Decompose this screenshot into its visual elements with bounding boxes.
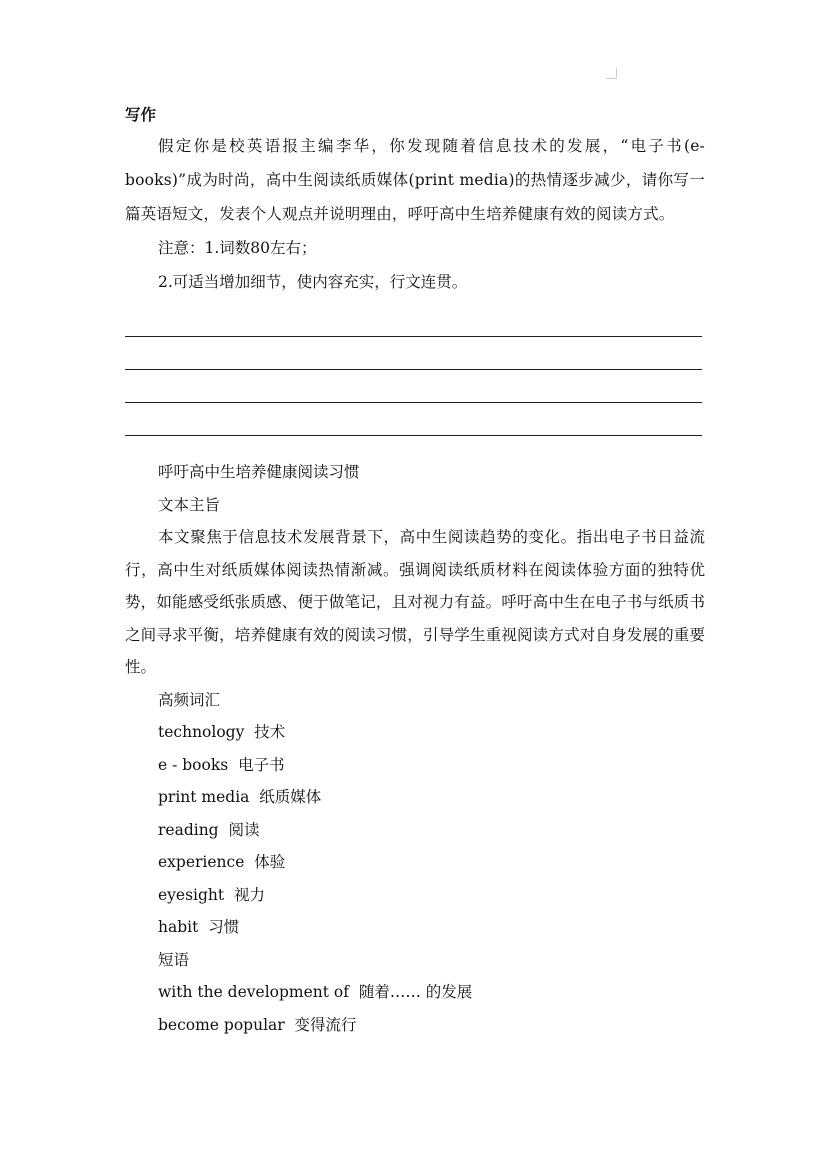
vocab-zh: 技术 [254,723,286,741]
gist-heading: 文本主旨 [158,495,221,514]
vocab-item [125,781,705,814]
vocab-item [125,846,705,879]
section-title: 写作 [125,105,157,124]
topic-heading: 呼吁高中生培养健康阅读习惯 [158,463,360,481]
answer-line[interactable] [125,403,702,436]
phrase-zh: 变得流行 [294,1015,357,1034]
phrase-item [125,1009,705,1042]
phrase-item [125,976,705,1009]
vocab-zh: 体验 [254,853,286,871]
vocab-item [125,749,705,782]
vocab-zh: 阅读 [228,820,260,839]
vocab-item [125,911,705,944]
vocab-heading: 高频词汇 [158,690,221,709]
vocab-en: habit [158,918,199,936]
vocab-en: technology [158,723,245,741]
answer-line[interactable] [125,304,702,337]
vocab-item [125,879,705,912]
page-corner-mark [606,68,617,79]
vocab-zh: 视力 [234,885,266,904]
vocab-en: eyesight [158,885,225,904]
vocab-en: reading [158,820,219,839]
answer-line[interactable] [125,337,702,370]
note-line-1: 注意：1.词数80左右； [158,239,317,257]
writing-task [125,101,705,436]
vocab-zh: 纸质媒体 [259,788,322,806]
answer-line[interactable] [125,370,702,403]
phrase-zh: 随着…… 的发展 [358,983,473,1001]
answer-lines [125,304,705,436]
vocab-item [125,814,705,847]
vocab-en: e - books [158,755,229,774]
vocab-en: print media [158,788,250,806]
gist-text: 本文聚焦于信息技术发展背景下，高中生阅读趋势的变化。指出电子书日益流行，高中生对纸质媒体阅读热情渐减。强调阅读纸质材料在阅读体验方面的独特优势，如能感受纸张质感、便于做笔记，且对视力有益。呼吁高中生在电子书与纸质书之间寻求平衡，培养健康有效的阅读习惯，引导学生重视阅读方式对自身发展的重要性。 [125,528,705,676]
writing-prompt: 假定你是校英语报主编李华，你发现随着信息技术的发展，“电子书(e-books)”成为时尚，高中生阅读纸质媒体(print media)的热情逐步减少，请你写一篇英语短文，发表个人观点并说明理由，呼吁高中生培养健康有效的阅读方式。 [125,137,705,223]
vocab-zh: 电子书 [238,755,285,774]
phrase-en: become popular [158,1015,285,1034]
vocab-item [125,716,705,749]
analysis-section [125,456,705,1041]
phrase-heading: 短语 [158,950,190,969]
phrase-en: with the development of [158,983,349,1001]
note-line-2: 2.可适当增加细节，使内容充实，行文连贯。 [158,273,468,291]
vocab-en: experience [158,853,245,871]
vocab-zh: 习惯 [208,918,240,936]
